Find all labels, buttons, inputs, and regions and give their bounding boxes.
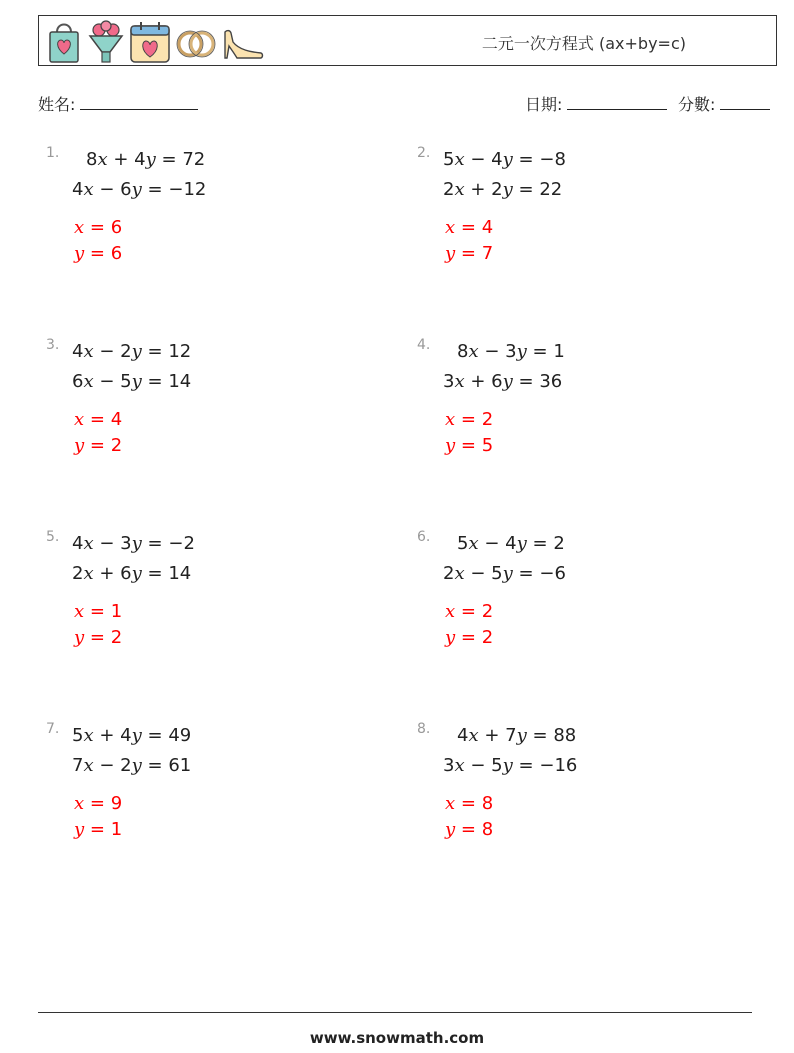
var-x: x <box>454 179 465 200</box>
answer-x-value: 8 <box>481 793 494 814</box>
equals-sign: = <box>147 563 163 584</box>
problem-number: 3. <box>46 337 60 353</box>
coef-b: 5 <box>491 563 503 584</box>
equals-sign: = <box>518 149 534 170</box>
coef-b: 3 <box>505 341 517 362</box>
coef-a: 3 <box>443 755 455 776</box>
var-y: y <box>131 371 142 392</box>
equals-sign: = <box>460 243 476 264</box>
coef-a: 8 <box>457 341 469 362</box>
coef-a: 4 <box>457 725 469 746</box>
var-x: x <box>468 725 479 746</box>
var-y: y <box>502 149 513 170</box>
date-label: 日期: <box>525 95 563 114</box>
var-y: y <box>131 563 142 584</box>
var-x: x <box>445 601 456 622</box>
operator: − <box>99 533 115 554</box>
answer-x-value: 4 <box>110 409 123 430</box>
answer-y-value: 7 <box>481 243 494 264</box>
coef-b: 4 <box>491 149 503 170</box>
operator: + <box>99 725 115 746</box>
coef-b: 4 <box>134 149 146 170</box>
header-icons <box>45 20 265 64</box>
coef-b: 6 <box>120 179 132 200</box>
var-x: x <box>83 725 94 746</box>
equation-1 <box>457 533 565 554</box>
var-y: y <box>131 755 142 776</box>
equation-2 <box>443 179 562 200</box>
constant: −16 <box>539 755 578 776</box>
coef-b: 6 <box>491 371 503 392</box>
coef-a: 6 <box>72 371 84 392</box>
operator: − <box>470 149 486 170</box>
answer-x <box>445 217 493 238</box>
coef-a: 5 <box>72 725 84 746</box>
coef-b: 7 <box>505 725 517 746</box>
answer-x-value: 4 <box>481 217 494 238</box>
answer-y <box>74 435 122 456</box>
var-x: x <box>454 755 465 776</box>
var-y: y <box>445 819 456 840</box>
equals-sign: = <box>460 819 476 840</box>
equation-1 <box>457 341 565 362</box>
flower-bouquet-icon <box>87 20 125 64</box>
operator: − <box>484 533 500 554</box>
constant: 49 <box>168 725 192 746</box>
equation-2 <box>443 563 566 584</box>
var-x: x <box>83 179 94 200</box>
equals-sign: = <box>460 601 476 622</box>
answer-y-value: 1 <box>110 819 123 840</box>
equals-sign: = <box>460 793 476 814</box>
coef-a: 7 <box>72 755 84 776</box>
coef-b: 5 <box>120 371 132 392</box>
equals-sign: = <box>89 217 105 238</box>
problem-8 <box>417 721 717 871</box>
coef-b: 6 <box>120 563 132 584</box>
equation-2 <box>443 371 562 392</box>
var-x: x <box>97 149 108 170</box>
score-field[interactable] <box>678 92 770 115</box>
var-x: x <box>468 341 479 362</box>
answer-y-value: 6 <box>110 243 123 264</box>
equation-1 <box>86 149 205 170</box>
coef-b: 4 <box>505 533 517 554</box>
answer-x <box>74 793 122 814</box>
coef-a: 4 <box>72 533 84 554</box>
var-y: y <box>502 179 513 200</box>
coef-a: 2 <box>443 563 455 584</box>
answer-x-value: 6 <box>110 217 123 238</box>
var-x: x <box>83 371 94 392</box>
problem-1 <box>46 145 346 295</box>
problem-7 <box>46 721 346 871</box>
calendar-heart-icon <box>129 20 171 64</box>
constant: −8 <box>539 149 566 170</box>
footer-url: www.snowmath.com <box>309 1029 485 1047</box>
constant: 88 <box>553 725 577 746</box>
var-x: x <box>83 755 94 776</box>
problem-number: 1. <box>46 145 60 161</box>
date-line[interactable] <box>567 95 667 110</box>
equation-1 <box>72 533 195 554</box>
answer-y-value: 5 <box>481 435 494 456</box>
problem-4 <box>417 337 717 487</box>
high-heel-shoe-icon <box>221 20 265 64</box>
answer-y <box>445 243 493 264</box>
equals-sign: = <box>518 755 534 776</box>
answer-y <box>445 627 493 648</box>
coef-a: 8 <box>86 149 98 170</box>
var-y: y <box>516 533 527 554</box>
problem-number: 2. <box>417 145 431 161</box>
worksheet-header <box>38 15 777 66</box>
coef-b: 2 <box>491 179 503 200</box>
equals-sign: = <box>518 563 534 584</box>
var-y: y <box>502 755 513 776</box>
var-y: y <box>74 627 85 648</box>
equals-sign: = <box>532 341 548 362</box>
equals-sign: = <box>89 409 105 430</box>
constant: 12 <box>168 341 192 362</box>
score-label: 分數: <box>678 95 716 114</box>
var-x: x <box>454 563 465 584</box>
answer-x <box>445 601 493 622</box>
problem-number: 4. <box>417 337 431 353</box>
var-y: y <box>131 179 142 200</box>
constant: −2 <box>168 533 195 554</box>
equals-sign: = <box>147 755 163 776</box>
equals-sign: = <box>161 149 177 170</box>
coef-a: 4 <box>72 179 84 200</box>
operator: + <box>484 725 500 746</box>
var-x: x <box>454 371 465 392</box>
equals-sign: = <box>518 371 534 392</box>
equals-sign: = <box>532 533 548 554</box>
constant: 36 <box>539 371 563 392</box>
equals-sign: = <box>147 725 163 746</box>
coef-a: 4 <box>72 341 84 362</box>
constant: 1 <box>553 341 565 362</box>
var-y: y <box>445 627 456 648</box>
name-label: 姓名: <box>38 95 76 114</box>
equals-sign: = <box>532 725 548 746</box>
var-x: x <box>454 149 465 170</box>
var-x: x <box>74 217 85 238</box>
var-x: x <box>83 563 94 584</box>
name-line[interactable] <box>80 95 198 110</box>
equation-2 <box>72 371 191 392</box>
answer-x-value: 2 <box>481 409 494 430</box>
problem-number: 6. <box>417 529 431 545</box>
var-x: x <box>445 217 456 238</box>
answer-y <box>74 243 122 264</box>
wedding-rings-icon <box>175 20 217 64</box>
equals-sign: = <box>89 601 105 622</box>
operator: − <box>470 755 486 776</box>
var-y: y <box>516 341 527 362</box>
equation-1 <box>443 149 566 170</box>
answer-y-value: 8 <box>481 819 494 840</box>
coef-a: 5 <box>457 533 469 554</box>
operator: − <box>99 755 115 776</box>
shopping-bag-heart-icon <box>45 20 83 64</box>
var-y: y <box>516 725 527 746</box>
equals-sign: = <box>147 533 163 554</box>
var-x: x <box>445 409 456 430</box>
answer-y-value: 2 <box>110 627 123 648</box>
equals-sign: = <box>460 627 476 648</box>
constant: −12 <box>168 179 207 200</box>
answer-y <box>74 627 122 648</box>
coef-a: 5 <box>443 149 455 170</box>
constant: 72 <box>182 149 206 170</box>
equals-sign: = <box>89 793 105 814</box>
problem-number: 8. <box>417 721 431 737</box>
problem-number: 5. <box>46 529 60 545</box>
answer-x <box>74 601 122 622</box>
name-field[interactable] <box>38 92 198 115</box>
answer-x <box>74 409 122 430</box>
var-x: x <box>74 793 85 814</box>
equals-sign: = <box>89 435 105 456</box>
answer-y <box>74 819 122 840</box>
coef-b: 2 <box>120 341 132 362</box>
operator: − <box>484 341 500 362</box>
equation-1 <box>72 725 191 746</box>
equals-sign: = <box>89 627 105 648</box>
operator: + <box>470 179 486 200</box>
equals-sign: = <box>460 217 476 238</box>
var-y: y <box>74 243 85 264</box>
worksheet-title: 二元一次方程式 (ax+by=c) <box>481 34 686 53</box>
coef-b: 4 <box>120 725 132 746</box>
var-y: y <box>502 371 513 392</box>
var-y: y <box>131 341 142 362</box>
operator: − <box>99 341 115 362</box>
footer-divider <box>38 1012 752 1013</box>
constant: 14 <box>168 371 192 392</box>
var-x: x <box>83 533 94 554</box>
equals-sign: = <box>147 341 163 362</box>
var-y: y <box>445 435 456 456</box>
answer-x <box>445 409 493 430</box>
operator: + <box>99 563 115 584</box>
equation-2 <box>72 755 191 776</box>
var-y: y <box>74 435 85 456</box>
problem-2 <box>417 145 717 295</box>
coef-a: 2 <box>72 563 84 584</box>
equals-sign: = <box>89 819 105 840</box>
answer-y <box>445 435 493 456</box>
answer-x <box>445 793 493 814</box>
date-field[interactable] <box>525 92 667 115</box>
var-y: y <box>131 725 142 746</box>
problem-number: 7. <box>46 721 60 737</box>
equals-sign: = <box>518 179 534 200</box>
score-line[interactable] <box>720 95 770 110</box>
constant: 22 <box>539 179 563 200</box>
answer-x-value: 1 <box>110 601 123 622</box>
coef-b: 3 <box>120 533 132 554</box>
coef-b: 5 <box>491 755 503 776</box>
equation-2 <box>443 755 577 776</box>
constant: 61 <box>168 755 192 776</box>
var-x: x <box>74 409 85 430</box>
constant: 14 <box>168 563 192 584</box>
equals-sign: = <box>147 371 163 392</box>
coef-a: 2 <box>443 179 455 200</box>
problem-3 <box>46 337 346 487</box>
var-x: x <box>83 341 94 362</box>
operator: + <box>113 149 129 170</box>
operator: − <box>99 371 115 392</box>
equation-1 <box>72 341 191 362</box>
coef-a: 3 <box>443 371 455 392</box>
equals-sign: = <box>460 409 476 430</box>
problem-5 <box>46 529 346 679</box>
equation-1 <box>457 725 576 746</box>
var-x: x <box>468 533 479 554</box>
var-y: y <box>74 819 85 840</box>
equals-sign: = <box>147 179 163 200</box>
equation-2 <box>72 563 191 584</box>
var-y: y <box>445 243 456 264</box>
answer-y <box>445 819 493 840</box>
var-y: y <box>145 149 156 170</box>
operator: − <box>99 179 115 200</box>
var-y: y <box>502 563 513 584</box>
answer-x <box>74 217 122 238</box>
answer-y-value: 2 <box>110 435 123 456</box>
problem-6 <box>417 529 717 679</box>
operator: + <box>470 371 486 392</box>
operator: − <box>470 563 486 584</box>
answer-x-value: 9 <box>110 793 123 814</box>
equation-2 <box>72 179 206 200</box>
constant: 2 <box>553 533 565 554</box>
equals-sign: = <box>89 243 105 264</box>
var-y: y <box>131 533 142 554</box>
var-x: x <box>74 601 85 622</box>
answer-x-value: 2 <box>481 601 494 622</box>
answer-y-value: 2 <box>481 627 494 648</box>
constant: −6 <box>539 563 566 584</box>
coef-b: 2 <box>120 755 132 776</box>
equals-sign: = <box>460 435 476 456</box>
var-x: x <box>445 793 456 814</box>
